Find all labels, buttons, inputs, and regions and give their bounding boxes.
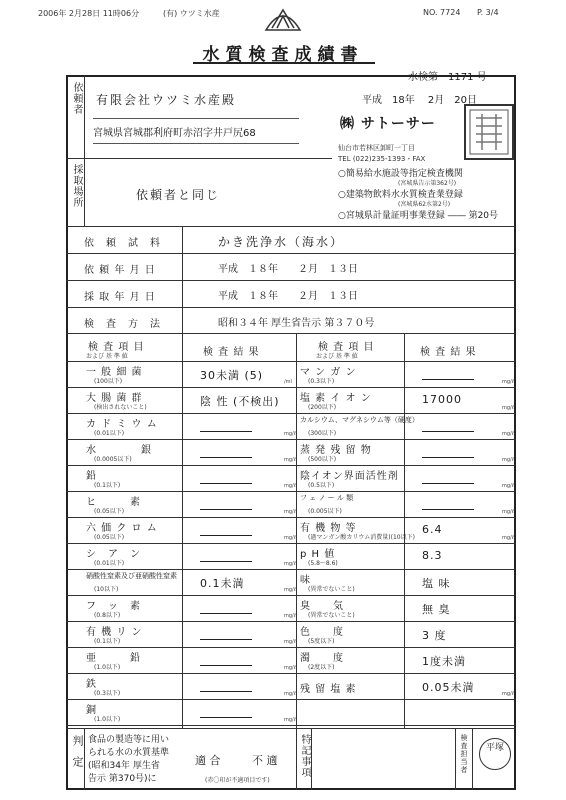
- requester-address: 宮城県宮城郡利府町赤沼字井戸尻68: [93, 128, 256, 139]
- requester-name: 有限会社ウツミ水産殿: [96, 93, 237, 107]
- left_items-item-unit: mg/ℓ: [284, 457, 296, 463]
- fax-sender: (有) ウツミ水産: [163, 9, 220, 18]
- right-header-sub: および 基 準 値: [316, 353, 358, 360]
- right_items-item-name: 残 留 塩 素: [300, 684, 357, 695]
- right_items-item-standard: (5度以下): [308, 638, 335, 645]
- left_items-item-result-empty: [200, 452, 252, 463]
- right-header-item: 検 査 項 目: [318, 342, 375, 353]
- divider: [404, 333, 405, 728]
- right_items-item-result: 無 臭: [422, 603, 451, 616]
- right_items-item-standard: (異常でないこと): [308, 612, 355, 619]
- left-header-result: 検 査 結 果: [203, 347, 260, 358]
- left_items-item-name: カ ド ミ ウ ム: [86, 419, 158, 430]
- right_items-item-unit: mg/ℓ: [502, 691, 514, 697]
- right_items-item-unit: mg/ℓ: [502, 483, 514, 489]
- left_items-item-result-empty: [200, 556, 252, 567]
- fax-number: NO. 7724: [423, 8, 461, 17]
- divider: [66, 647, 516, 648]
- left_items-item-standard: (0.01以下): [94, 560, 125, 567]
- divider: [66, 333, 516, 334]
- info-label: 採 取 年 月 日: [84, 292, 156, 303]
- name-underline: [93, 118, 299, 119]
- left-header-item: 検 査 項 目: [88, 342, 145, 353]
- divider: [66, 673, 516, 674]
- left_items-item-standard: (100以下): [94, 378, 123, 385]
- title-underline: [193, 62, 375, 64]
- left_items-item-unit: mg/ℓ: [284, 587, 296, 593]
- judgment-ng: 不 適: [252, 754, 278, 767]
- right_items-item-result-empty: [422, 426, 474, 437]
- right_items-item-name: 臭 気: [300, 601, 344, 612]
- company-seal: [464, 104, 514, 160]
- right_items-item-result: 6.4: [422, 523, 443, 536]
- left_items-item-unit: mg/ℓ: [284, 431, 296, 437]
- requester-label: 依頼者: [71, 82, 82, 115]
- left_items-item-name: シ ア ン: [86, 549, 141, 560]
- left_items-item-standard: (0.0005以下): [94, 456, 132, 463]
- left_items-item-standard: (0.8以下): [94, 612, 121, 619]
- divider: [66, 517, 516, 518]
- left_items-item-standard: (検出されないこと): [94, 404, 147, 411]
- divider: [182, 333, 183, 728]
- left_items-item-unit: mg/ℓ: [284, 691, 296, 697]
- divider: [84, 158, 85, 226]
- lab-tel: TEL (022)235-1393・FAX: [338, 155, 426, 163]
- info-value: 平成 １８年 ２月 １３日: [218, 291, 358, 302]
- right_items-item-unit: mg/ℓ: [502, 405, 514, 411]
- right_items-item-standard: (過マンガン酸カリウム消費量)(10以下): [308, 534, 415, 541]
- remarks-label: 特記事項: [299, 734, 310, 778]
- judgment-text-2: られる水の水質基準: [88, 748, 170, 758]
- divider: [472, 728, 473, 790]
- left_items-item-result-empty: [200, 634, 252, 645]
- right_items-item-standard: (300以下): [308, 430, 337, 437]
- divider: [66, 226, 516, 227]
- divider: [66, 307, 516, 308]
- left_items-item-result-empty: [200, 608, 252, 619]
- right_items-item-result-empty: [422, 478, 474, 489]
- info-value: 平成 １８年 ２月 １３日: [218, 264, 358, 275]
- right_items-item-result-empty: [422, 452, 474, 463]
- divider: [66, 728, 516, 729]
- right_items-item-result: 塩 味: [422, 577, 451, 590]
- divider: [66, 361, 516, 362]
- divider: [66, 465, 516, 466]
- right_items-item-name: 蒸 発 残 留 物: [300, 445, 372, 456]
- divider: [66, 595, 516, 596]
- right_items-item-standard: (5.8～8.6): [308, 560, 338, 567]
- divider: [182, 226, 183, 333]
- right_items-item-result: 1度未満: [422, 655, 466, 668]
- divider: [66, 543, 516, 544]
- right_items-item-name: 色 度: [300, 627, 344, 638]
- right_items-item-standard: (200以下): [308, 404, 337, 411]
- left_items-item-unit: mg/ℓ: [284, 483, 296, 489]
- left_items-item-unit: mg/ℓ: [284, 639, 296, 645]
- left_items-item-standard: (0.3以下): [94, 690, 121, 697]
- divider: [66, 491, 516, 492]
- left_items-item-unit: mg/ℓ: [284, 613, 296, 619]
- judgment-note: (赤〇印が不適項目です): [205, 777, 270, 784]
- divider: [84, 75, 85, 158]
- divider: [66, 387, 516, 388]
- fax-page: P. 3/4: [477, 8, 499, 17]
- right_items-item-result: 17000: [422, 393, 462, 406]
- info-label: 依 頼 年 月 日: [84, 265, 156, 276]
- right_items-item-standard: (500以下): [308, 456, 337, 463]
- info-value: 昭和３４年 厚生省告示 第３７０号: [218, 318, 375, 329]
- sampling-label: 採取場所: [71, 164, 82, 208]
- judgment-text-1: 食品の製造等に用い: [88, 735, 170, 745]
- divider: [66, 621, 516, 622]
- left_items-item-standard: (0.05以下): [94, 508, 125, 515]
- document-title: 水質検査成績書: [202, 45, 364, 65]
- info-label: 検 査 方 法: [84, 319, 161, 330]
- left_items-item-name: フ ッ 素: [86, 601, 141, 612]
- lab-registration-1: ○簡易給水施設等指定検査機関: [338, 169, 463, 179]
- right_items-item-name: 塩 素 イ オ ン: [300, 393, 372, 404]
- left_items-item-result-empty: [200, 686, 252, 697]
- right_items-item-standard: (2度以下): [308, 664, 335, 671]
- divider: [66, 413, 516, 414]
- right_items-item-name: マ ン ガ ン: [300, 367, 357, 378]
- left_items-item-name: 有 機 リ ン: [86, 627, 143, 638]
- left_items-item-unit: mg/ℓ: [284, 561, 296, 567]
- document-number: 水検第 1171 号: [408, 72, 487, 83]
- left_items-item-name: 銅: [86, 705, 97, 716]
- left_items-item-standard: (1.0以下): [94, 716, 121, 723]
- lab-name: ㈱ サトーサー: [340, 116, 436, 132]
- left_items-item-name: 硝酸性窒素及び亜硝酸性窒素: [86, 572, 177, 580]
- right_items-item-unit: mg/ℓ: [502, 509, 514, 515]
- left_items-item-result-empty: [200, 712, 252, 723]
- left_items-item-name: ヒ 素: [86, 497, 141, 508]
- left_items-item-name: 亜 鉛: [86, 653, 141, 664]
- left_items-item-name: 六 価 ク ロ ム: [86, 523, 158, 534]
- left_items-item-standard: (0.1以下): [94, 482, 121, 489]
- right_items-item-result-empty: [422, 374, 474, 385]
- divider: [66, 439, 516, 440]
- address-underline: [93, 143, 299, 144]
- right_items-item-name: 味: [300, 575, 311, 586]
- inspector-seal: 平塚: [479, 738, 511, 770]
- right_items-item-name: p H 値: [300, 549, 336, 560]
- sender-logo-icon: [263, 2, 303, 36]
- left_items-item-result-empty: [200, 530, 252, 541]
- left_items-item-name: 大 腸 菌 群: [86, 393, 143, 404]
- left_items-item-result-empty: [200, 660, 252, 671]
- right_items-item-result-empty: [422, 504, 474, 515]
- left_items-item-standard: (0.1以下): [94, 638, 121, 645]
- left_items-item-unit: mg/ℓ: [284, 665, 296, 671]
- left_items-item-unit: mg/ℓ: [284, 535, 296, 541]
- lab-registration-2-note: (宮城県62水第2号): [398, 201, 451, 208]
- left_items-item-result-empty: [200, 478, 252, 489]
- right_items-item-result: 3 度: [422, 629, 447, 642]
- left_items-item-result: 30未満 (5): [200, 369, 264, 382]
- divider: [66, 725, 516, 726]
- left_items-item-unit: mg/ℓ: [284, 717, 296, 723]
- left_items-item-result: 陰 性 (不検出): [200, 395, 280, 408]
- left_items-item-standard: (10以下): [94, 586, 119, 593]
- right_items-item-unit: mg/ℓ: [502, 535, 514, 541]
- right_items-item-name: 濁 度: [300, 653, 344, 664]
- info-label: 依 頼 試 料: [84, 238, 161, 249]
- left_items-item-standard: (0.01以下): [94, 430, 125, 437]
- sampling-place: 依頼者と同じ: [136, 188, 221, 202]
- report-date: 平成 18年 2月 20日: [362, 95, 477, 106]
- left_items-item-name: 一 般 細 菌: [86, 367, 143, 378]
- divider: [296, 333, 297, 790]
- right_items-item-name: 有 機 物 等: [300, 523, 357, 534]
- info-value: かき洗浄水（海水）: [218, 235, 345, 249]
- right_items-item-name: カルシウム、マグネシウム等（硬度）: [300, 416, 419, 424]
- right_items-item-standard: (0.005以下): [308, 508, 342, 515]
- right_items-item-unit: mg/ℓ: [502, 457, 514, 463]
- divider: [66, 280, 516, 281]
- divider: [66, 699, 516, 700]
- left_items-item-result: 0.1未満: [200, 577, 245, 590]
- lab-registration-3: ○宮城県計量証明事業登録 ―― 第20号: [338, 211, 499, 221]
- right_items-item-result: 8.3: [422, 549, 443, 562]
- left-header-sub: および 基 準 値: [86, 353, 128, 360]
- right_items-item-name: フ ェ ノ ー ル 類: [300, 494, 354, 502]
- left_items-item-standard: (1.0以下): [94, 664, 121, 671]
- right_items-item-unit: mg/ℓ: [502, 379, 514, 385]
- right_items-item-result: 0.05未満: [422, 681, 475, 694]
- left_items-item-result-empty: [200, 504, 252, 515]
- judgment-label: 判定: [71, 735, 84, 777]
- divider: [66, 569, 516, 570]
- left_items-item-standard: (0.05以下): [94, 534, 125, 541]
- left_items-item-unit: mg/ℓ: [284, 509, 296, 515]
- right_items-item-standard: (0.3以下): [308, 378, 335, 385]
- right_items-item-unit: mg/ℓ: [502, 431, 514, 437]
- inspector-label: 検査担当者: [460, 734, 468, 774]
- fax-datetime: 2006年 2月28日 11時06分: [38, 9, 140, 18]
- right_items-item-standard: (異常でないこと): [308, 586, 355, 593]
- left_items-item-unit: /ml: [284, 379, 292, 385]
- divider: [455, 728, 456, 790]
- judgment-ok: 適 合: [195, 754, 221, 767]
- lab-registration-2: ○建築物飲料水水質検査業登録: [338, 190, 463, 200]
- left_items-item-result-empty: [200, 426, 252, 437]
- lab-address: 仙台市若林区卸町一丁目: [338, 144, 415, 152]
- left_items-item-name: 鉛: [86, 471, 97, 482]
- divider: [66, 158, 332, 159]
- lab-registration-1-note: (宮城県告示第362号): [398, 180, 457, 187]
- right-header-result: 検 査 結 果: [420, 347, 477, 358]
- left_items-item-name: 鉄: [86, 679, 97, 690]
- right_items-item-name: 陰イオン界面活性剤: [300, 471, 399, 482]
- judgment-text-4: 告示 第370号)に: [88, 774, 157, 784]
- left_items-item-name: 水 銀: [86, 445, 152, 456]
- divider: [66, 253, 516, 254]
- right_items-item-standard: (0.5以下): [308, 482, 335, 489]
- judgment-text-3: (昭和34年 厚生省: [88, 761, 160, 771]
